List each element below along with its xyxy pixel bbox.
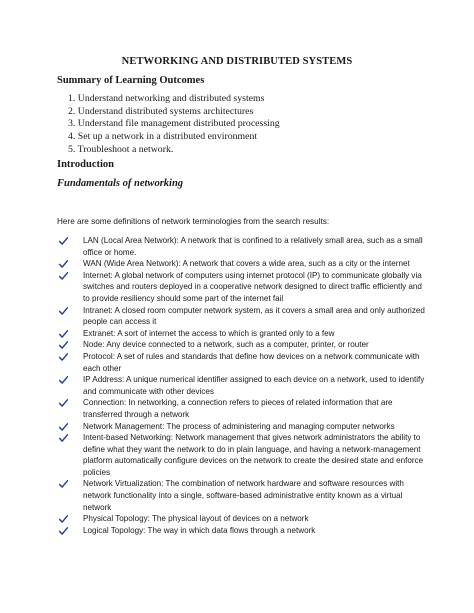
outcome-item: 4. Set up a network in a distributed environment [68, 131, 258, 143]
outcome-item: 3. Understand file management distributed processing [68, 118, 280, 130]
outcome-item: 5. Troubleshoot a network. [68, 143, 174, 155]
term-text: Node: Any device connected to a network, such as a computer, printer, or router [83, 340, 369, 350]
check-icon [59, 527, 68, 535]
terminology-list [57, 235, 427, 536]
check-icon [59, 515, 68, 523]
check-icon [59, 423, 68, 431]
term-text: Logical Topology: The way in which data flows through a network [83, 525, 316, 535]
term-text: Protocol: A set of rules and standards that define how devices on a network communicate with each other [83, 351, 420, 373]
check-icon [59, 260, 68, 268]
term-text: IP Address: A unique numerical identifier assigned to each device on a network, used to identify and communicate with other devices [83, 375, 425, 396]
check-icon [59, 307, 68, 315]
term-text: Intranet: A closed room computer network system, as it covers a small area and only authorized people can access it [83, 305, 425, 327]
check-icon [59, 434, 68, 442]
check-icon [59, 399, 68, 407]
summary-heading: Summary of Learning Outcomes [57, 75, 205, 86]
document-title: NETWORKING AND DISTRIBUTED SYSTEMS [121, 56, 353, 67]
term-item [57, 270, 427, 305]
term-text: Internet: A global network of computers using internet protocol (IP) to communicate globally via switches and routers deployed in a cooperative network designed to direct traffic efficiently and to provide resiliency should some part of the internet fail [83, 270, 422, 303]
term-text: Network Management: The process of administering and managing computer networks [83, 421, 395, 431]
outcome-item: 1. Understand networking and distributed systems [68, 93, 265, 104]
check-icon [59, 237, 68, 245]
check-icon [59, 330, 68, 338]
check-icon [59, 480, 68, 488]
term-item [57, 305, 427, 328]
term-item [57, 421, 427, 433]
term-text: Extranet: A sort of internet the access to which is granted only to a few [83, 328, 335, 338]
term-item [57, 478, 427, 513]
term-text: Network Virtualization: The combination of network hardware and software resources with network functionality into a single, software-based administrative entity known as a virtual network [83, 479, 404, 512]
term-item [57, 351, 427, 374]
learning-outcomes-list [68, 93, 280, 157]
term-text: Physical Topology: The physical layout of devices on a network [83, 514, 309, 524]
term-item [57, 432, 427, 478]
term-item [57, 258, 427, 270]
fundamentals-heading: Fundamentals of networking [57, 178, 184, 189]
check-icon [59, 376, 68, 384]
term-text: WAN (Wide Area Network): A network that covers a wide area, such as a city or the internet [83, 259, 410, 269]
term-text: Intent-based Networking: Network management that gives network administrators the ability to define what they want the network to do in plain language, and having a network-management platform automatically configure devices on the network to create the desired state and enforce policies [83, 433, 424, 477]
check-icon [59, 341, 68, 349]
term-item [57, 513, 427, 525]
term-text: LAN (Local Area Network): A network that is confined to a relatively small area, such as a small office or home. [83, 236, 423, 257]
term-item [57, 235, 427, 258]
introduction-heading: Introduction [57, 159, 114, 170]
check-icon [59, 272, 68, 280]
outcome-item: 2. Understand distributed systems architectures [68, 105, 254, 117]
term-item [57, 397, 427, 420]
term-item [57, 339, 427, 351]
term-item [57, 328, 427, 340]
term-item [57, 374, 427, 397]
term-item [57, 525, 427, 537]
definitions-lead-text: Here are some definitions of network terminologies from the search results: [57, 217, 330, 226]
term-text: Connection: In networking, a connection refers to pieces of related information that are transferred through a network [83, 398, 393, 419]
check-icon [59, 353, 68, 361]
